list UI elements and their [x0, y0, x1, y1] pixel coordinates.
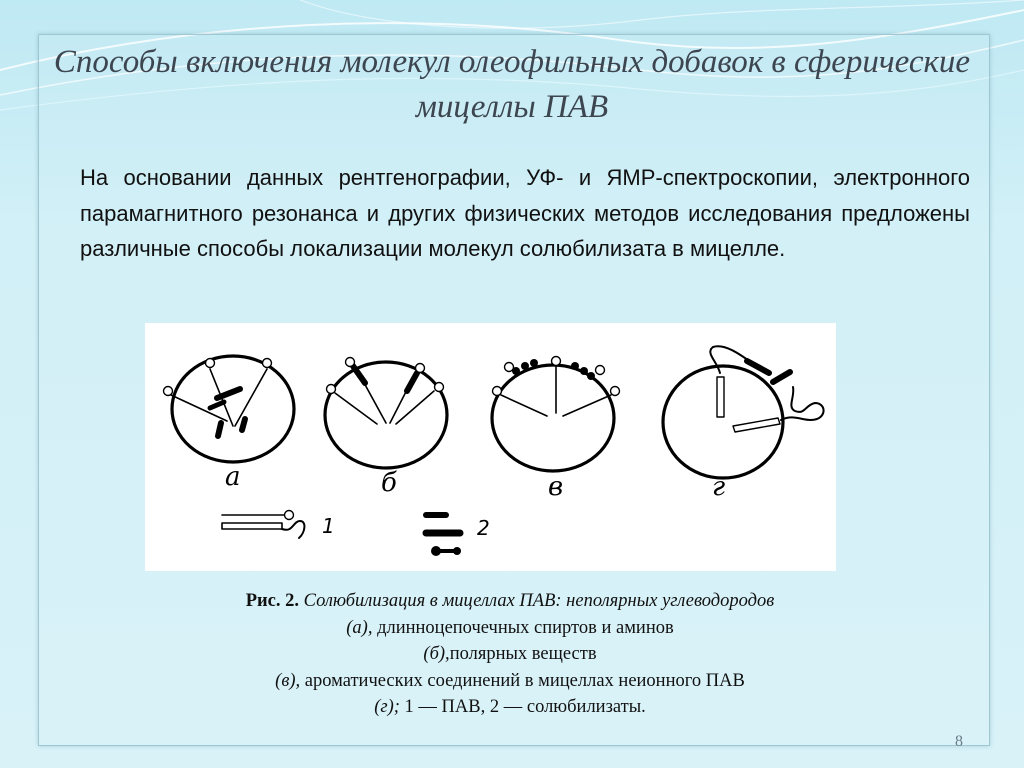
caption-line-1 [130, 588, 890, 615]
panel-label-a: а [225, 462, 241, 492]
caption-line-4-label: (в), [275, 670, 301, 691]
caption-line-2 [130, 615, 890, 642]
panel-label-d: г [712, 472, 726, 502]
caption-line-3-label: (б), [423, 644, 450, 664]
figure-caption [130, 588, 890, 721]
caption-line-1-text: Солюбилизация в мицеллах ПАВ: неполярных углеводородов [303, 591, 775, 611]
caption-line-2-label: (а), [346, 617, 373, 638]
caption-line-4-text: ароматических соединений в мицеллах неионного ПАВ [304, 670, 745, 691]
legend-number-1: 1 [322, 514, 335, 538]
caption-figure-label: Рис. 2. [245, 591, 299, 611]
caption-line-5 [130, 694, 890, 721]
legend-item-2 [426, 515, 461, 556]
slide-title: Способы включения молекул олеофильных добавок в сферические мицеллы ПАВ [53, 44, 971, 125]
micelle-c [492, 357, 620, 472]
caption-line-2-text: длинноцепочечных спиртов и аминов [377, 617, 674, 638]
panel-label-b: б [381, 468, 397, 498]
legend-number-2: 2 [477, 516, 490, 540]
micelle-diagram [145, 323, 836, 571]
body-paragraph: На основании данных рентгенографии, УФ- и ЯМР-спектроскопии, электронного парамагнитного резонанса и других физических методов исследования предложены различные способы локализации молекул солюбилизата в мицелле. [80, 165, 970, 261]
micelle-a [164, 356, 295, 462]
micelle-b [325, 358, 447, 469]
caption-line-4 [130, 668, 890, 695]
caption-line-3 [130, 641, 890, 668]
panel-label-c: в [548, 472, 564, 502]
caption-line-5-label: (г); [374, 697, 400, 717]
page-number: 8 [955, 733, 963, 750]
caption-line-3-text: полярных веществ [449, 644, 597, 664]
micelle-d [663, 346, 824, 478]
caption-line-5-text: 1 — ПАВ, 2 — солюбилизаты. [404, 697, 646, 717]
legend-item-1 [222, 511, 304, 539]
micelle-figure [145, 323, 836, 571]
